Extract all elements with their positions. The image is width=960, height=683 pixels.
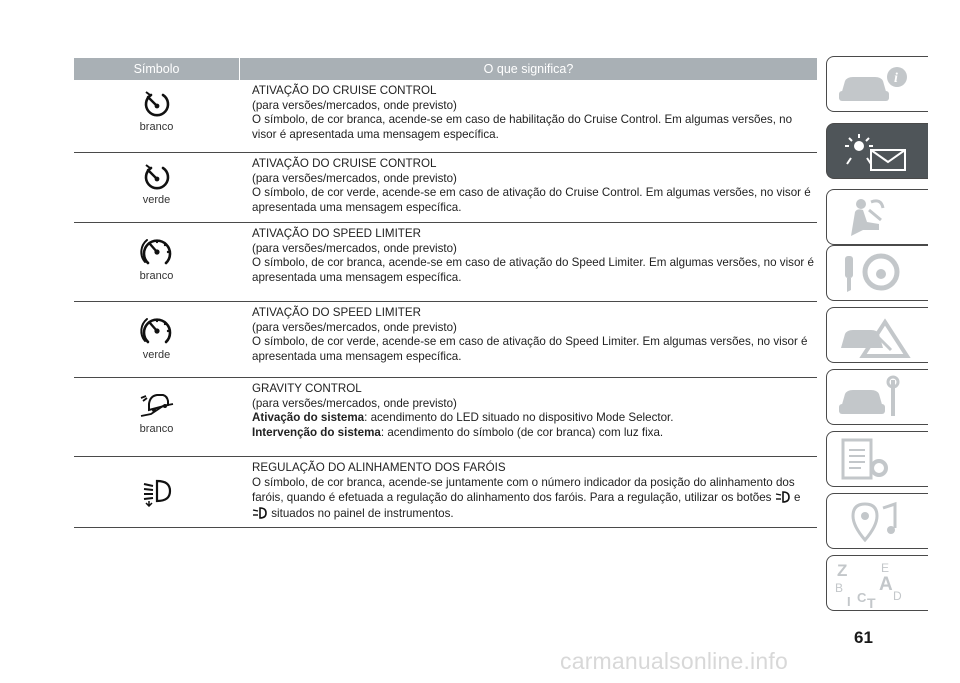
row-text xyxy=(252,411,817,426)
row-text xyxy=(252,506,817,522)
table-header xyxy=(74,58,817,80)
row-text: O símbolo, de cor verde, acende-se em caso de ativação do Speed Limiter. Em algumas versões, no visor é apresentada uma mensagem específica. xyxy=(252,335,808,363)
car-info-icon xyxy=(835,61,915,109)
speed-limiter-icon xyxy=(139,312,175,348)
cruise-control-icon xyxy=(142,90,172,120)
text-span: : acendimento do LED situado no dispositivo Mode Selector. xyxy=(364,411,674,424)
svg-text:i: i xyxy=(894,71,898,86)
row-note: (para versões/mercados, onde previsto) xyxy=(252,396,457,410)
meaning-cell xyxy=(239,223,817,301)
tab-warning-lights[interactable] xyxy=(826,123,928,179)
car-tools-icon xyxy=(835,374,915,422)
car-warning-triangle-icon xyxy=(835,312,915,360)
table-row xyxy=(74,80,817,153)
cruise-control-icon xyxy=(142,163,172,193)
row-title: ATIVAÇÃO DO CRUISE CONTROL xyxy=(252,157,437,170)
index-letter: C xyxy=(857,590,867,605)
headlight-leveling-icon xyxy=(140,477,174,507)
meaning-cell xyxy=(239,302,817,377)
tab-emergency[interactable] xyxy=(826,307,928,363)
symbol-color-label: branco xyxy=(139,270,174,282)
row-title: ATIVAÇÃO DO SPEED LIMITER xyxy=(252,227,421,240)
row-text xyxy=(252,476,817,506)
meaning-cell xyxy=(239,153,817,222)
row-title: GRAVITY CONTROL xyxy=(252,382,362,395)
watermark: carmanualsonline.info xyxy=(560,648,788,674)
tab-maintenance[interactable] xyxy=(826,369,928,425)
index-letter: A xyxy=(879,574,893,595)
text-span: e xyxy=(793,491,801,504)
row-note: (para versões/mercados, onde previsto) xyxy=(252,98,457,112)
row-note: (para versões/mercados, onde previsto) xyxy=(252,171,457,185)
gravity-control-icon xyxy=(137,388,177,422)
tab-safety[interactable] xyxy=(826,189,928,245)
index-letter: B xyxy=(835,581,844,595)
document-gear-icon xyxy=(835,436,915,484)
text-span: : acendimento do símbolo (de cor branca) com luz fixa. xyxy=(380,425,664,439)
symbol-cell xyxy=(74,153,239,222)
index-letter: D xyxy=(893,589,902,603)
symbol-color-label: branco xyxy=(139,121,174,133)
row-note: (para versões/mercados, onde previsto) xyxy=(252,320,457,334)
speed-limiter-icon xyxy=(139,233,175,269)
symbol-color-label: verde xyxy=(142,194,171,206)
table-row xyxy=(74,223,817,302)
warning-light-message-icon xyxy=(835,128,915,176)
row-text: O símbolo, de cor branca, acende-se em caso de ativação do Speed Limiter. Em algumas versões, no visor é apresentada uma mensagem específica. xyxy=(252,256,814,284)
key-steering-wheel-icon xyxy=(835,250,915,298)
table-row xyxy=(74,302,817,378)
alphabet-index-icon xyxy=(835,560,915,608)
bold-label: Ativação do sistema xyxy=(252,411,365,424)
table-row xyxy=(74,378,817,457)
index-letter: E xyxy=(881,561,890,575)
symbol-color-label: verde xyxy=(142,349,171,361)
symbol-cell xyxy=(74,378,239,456)
meaning-cell xyxy=(239,80,817,152)
header-meaning: O que significa? xyxy=(239,58,817,80)
headlight-button-icon xyxy=(252,506,268,520)
row-note: (para versões/mercados, onde previsto) xyxy=(252,241,457,255)
index-letter: I xyxy=(847,594,851,608)
symbol-cell xyxy=(74,80,239,152)
headlight-button-icon xyxy=(775,490,791,504)
symbol-color-label: branco xyxy=(139,423,174,435)
navigation-music-icon xyxy=(835,498,915,546)
row-title: REGULAÇÃO DO ALINHAMENTO DOS FARÓIS xyxy=(252,461,506,474)
symbol-cell xyxy=(74,302,239,377)
tab-multimedia[interactable] xyxy=(826,493,928,549)
table-row xyxy=(74,457,817,528)
tab-starting-driving[interactable] xyxy=(826,245,928,301)
bold-label: Intervenção do sistema xyxy=(252,425,381,439)
index-letter: T xyxy=(867,595,876,608)
symbol-cell xyxy=(74,223,239,301)
signal-table xyxy=(74,58,817,528)
page-number: 61 xyxy=(854,628,873,647)
row-title: ATIVAÇÃO DO SPEED LIMITER xyxy=(252,306,421,319)
row-text xyxy=(252,426,817,441)
header-symbol: Símbolo xyxy=(133,62,180,76)
text-span: O símbolo, de cor branca, acende-se juntamente com o número indicador da posição do alinhamento dos faróis, quando é efetuada a regulação do alinhamento dos faróis. Para a regulação, utilizar os botões xyxy=(252,475,795,504)
meaning-cell xyxy=(239,457,817,527)
meaning-cell xyxy=(239,378,817,456)
row-text: O símbolo, de cor branca, acende-se em caso de habilitação do Cruise Control. Em algumas versões, no visor é apresentada uma mensagem específica. xyxy=(252,113,793,141)
row-title: ATIVAÇÃO DO CRUISE CONTROL xyxy=(252,84,437,97)
index-letter: Z xyxy=(837,561,848,580)
tab-index[interactable] xyxy=(826,555,928,611)
text-span: situados no painel de instrumentos. xyxy=(271,506,454,520)
symbol-cell xyxy=(74,457,239,527)
table-row xyxy=(74,153,817,223)
seat-airbag-icon xyxy=(835,194,915,242)
row-text: O símbolo, de cor verde, acende-se em caso de ativação do Cruise Control. Em algumas versões, no visor é apresentada uma mensagem específica. xyxy=(252,186,811,214)
tab-technical-data[interactable] xyxy=(826,431,928,487)
tab-car-info[interactable] xyxy=(826,56,928,112)
